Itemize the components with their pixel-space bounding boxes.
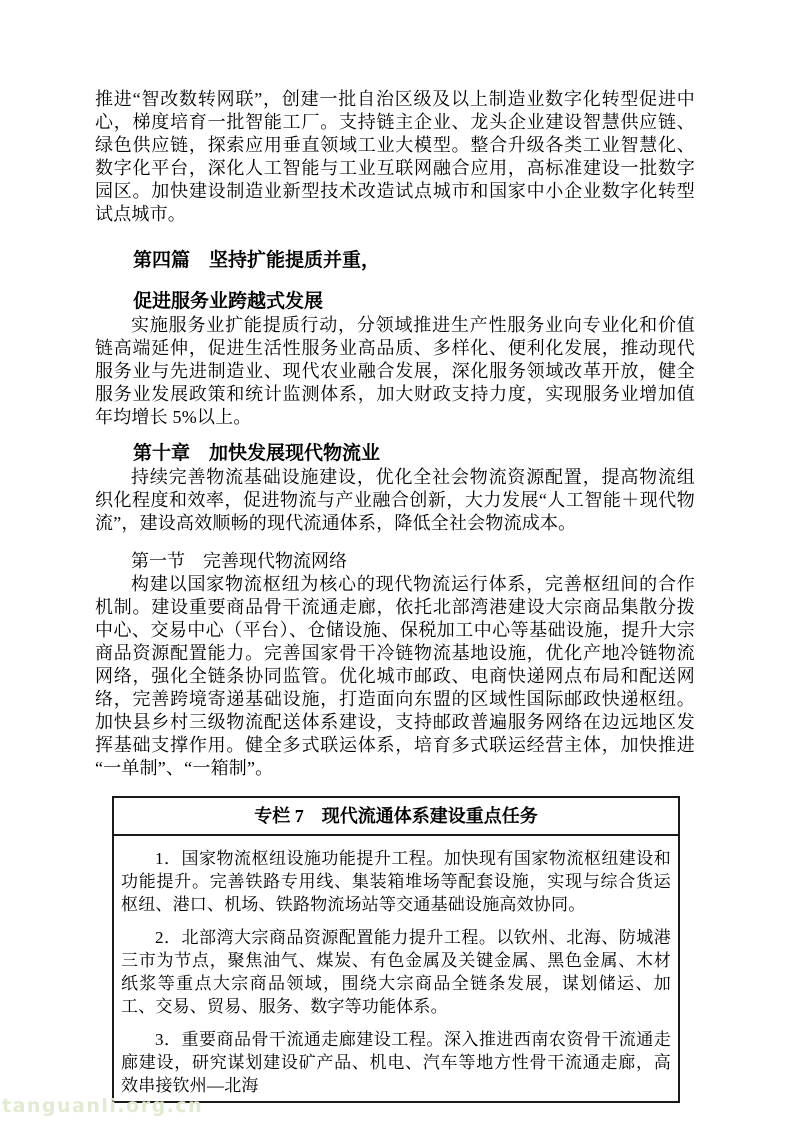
box-task-item: 2．北部湾大宗商品资源配置能力提升工程。以钦州、北海、防城港三市为节点，聚焦油气、煤炭、有色金属及关键金属、黑色金属、木材纸浆等重点大宗商品领域，围绕大宗商品全链条发展，谋划储运、加工、交易、贸易、服务、数字等功能体系。 bbox=[121, 928, 671, 1016]
part-heading-line1: 第四篇 坚持扩能提质并重， bbox=[133, 250, 381, 271]
box-task-item: 3．重要商品骨干流通走廊建设工程。深入推进西南农资骨干流通走廊建设，研究谋划建设矿产品、机电、汽车等地方性骨干流通走廊，高效串接钦州—北海 bbox=[121, 1030, 671, 1095]
section-heading: 第一节 完善现代物流网络 bbox=[131, 551, 347, 571]
logistics-paragraph: 持续完善物流基础设施建设，优化全社会物流资源配置，提高物流组织化程度和效率，促进物流与产业融合创新，大力发展“人工智能＋现代物流”，建设高效顺畅的现代流通体系，降低全社会物流成本。 bbox=[95, 467, 695, 533]
column-box-body bbox=[114, 836, 678, 1101]
special-column-box bbox=[112, 796, 680, 1103]
box-task-item: 1．国家物流枢纽设施功能提升工程。加快现有国家物流枢纽建设和功能提升。完善铁路专用线、集装箱堆场等配套设施，实现与综合货运枢纽、港口、机场、铁路物流场站等交通基础设施高效协同。 bbox=[121, 849, 671, 914]
chapter-heading: 第十章 加快发展现代物流业 bbox=[133, 443, 381, 464]
logistics-network-paragraph: 构建以国家物流枢纽为核心的现代物流运行体系，完善枢纽间的合作机制。建设重要商品骨干流通走廊，依托北部湾港建设大宗商品集散分拨中心、交易中心（平台）、仓储设施、保税加工中心等基础设施，提升大宗商品资源配置能力。完善国家骨干冷链物流基地设施，优化产地冷链物流网络，强化全链条协同监管。优化城市邮政、电商快递网点布局和配送网络，完善跨境寄递基础设施，打造面向东盟的区域性国际邮政快递枢纽。加快县乡村三级物流配送体系建设，支持邮政普遍服务网络在边远地区发挥基础支撑作用。健全多式联运体系，培育多式联运经营主体，加快推进“一单制”、“一箱制”。 bbox=[95, 574, 695, 778]
intro-paragraph: 推进“智改数转网联”，创建一批自治区级及以上制造业数字化转型促进中心，梯度培育一批智能工厂。支持链主企业、龙头企业建设智慧供应链、绿色供应链，探索应用垂直领域工业大模型。整合升级各类工业智慧化、数字化平台，深化人工智能与工业互联网融合应用，高标准建设一批数字园区。加快建设制造业新型技术改造试点城市和国家中小企业数字化转型试点城市。 bbox=[95, 89, 695, 224]
text-column bbox=[95, 88, 695, 1103]
part-heading-line2: 促进服务业跨越式发展 bbox=[133, 291, 324, 312]
site-watermark: tanguanli.org.cn bbox=[2, 1095, 204, 1117]
column-box-title: 专栏 7 现代流通体系建设重点任务 bbox=[114, 798, 678, 836]
service-industry-paragraph: 实施服务业扩能提质行动，分领域推进生产性服务业向专业化和价值链高端延伸，促进生活性服务业高品质、多样化、便利化发展，推动现代服务业与先进制造业、现代农业融合发展，深化服务领域改革开放，健全服务业发展政策和统计监测体系，加大财政支持力度，实现服务业增加值年均增长 5%以上。 bbox=[95, 315, 695, 427]
